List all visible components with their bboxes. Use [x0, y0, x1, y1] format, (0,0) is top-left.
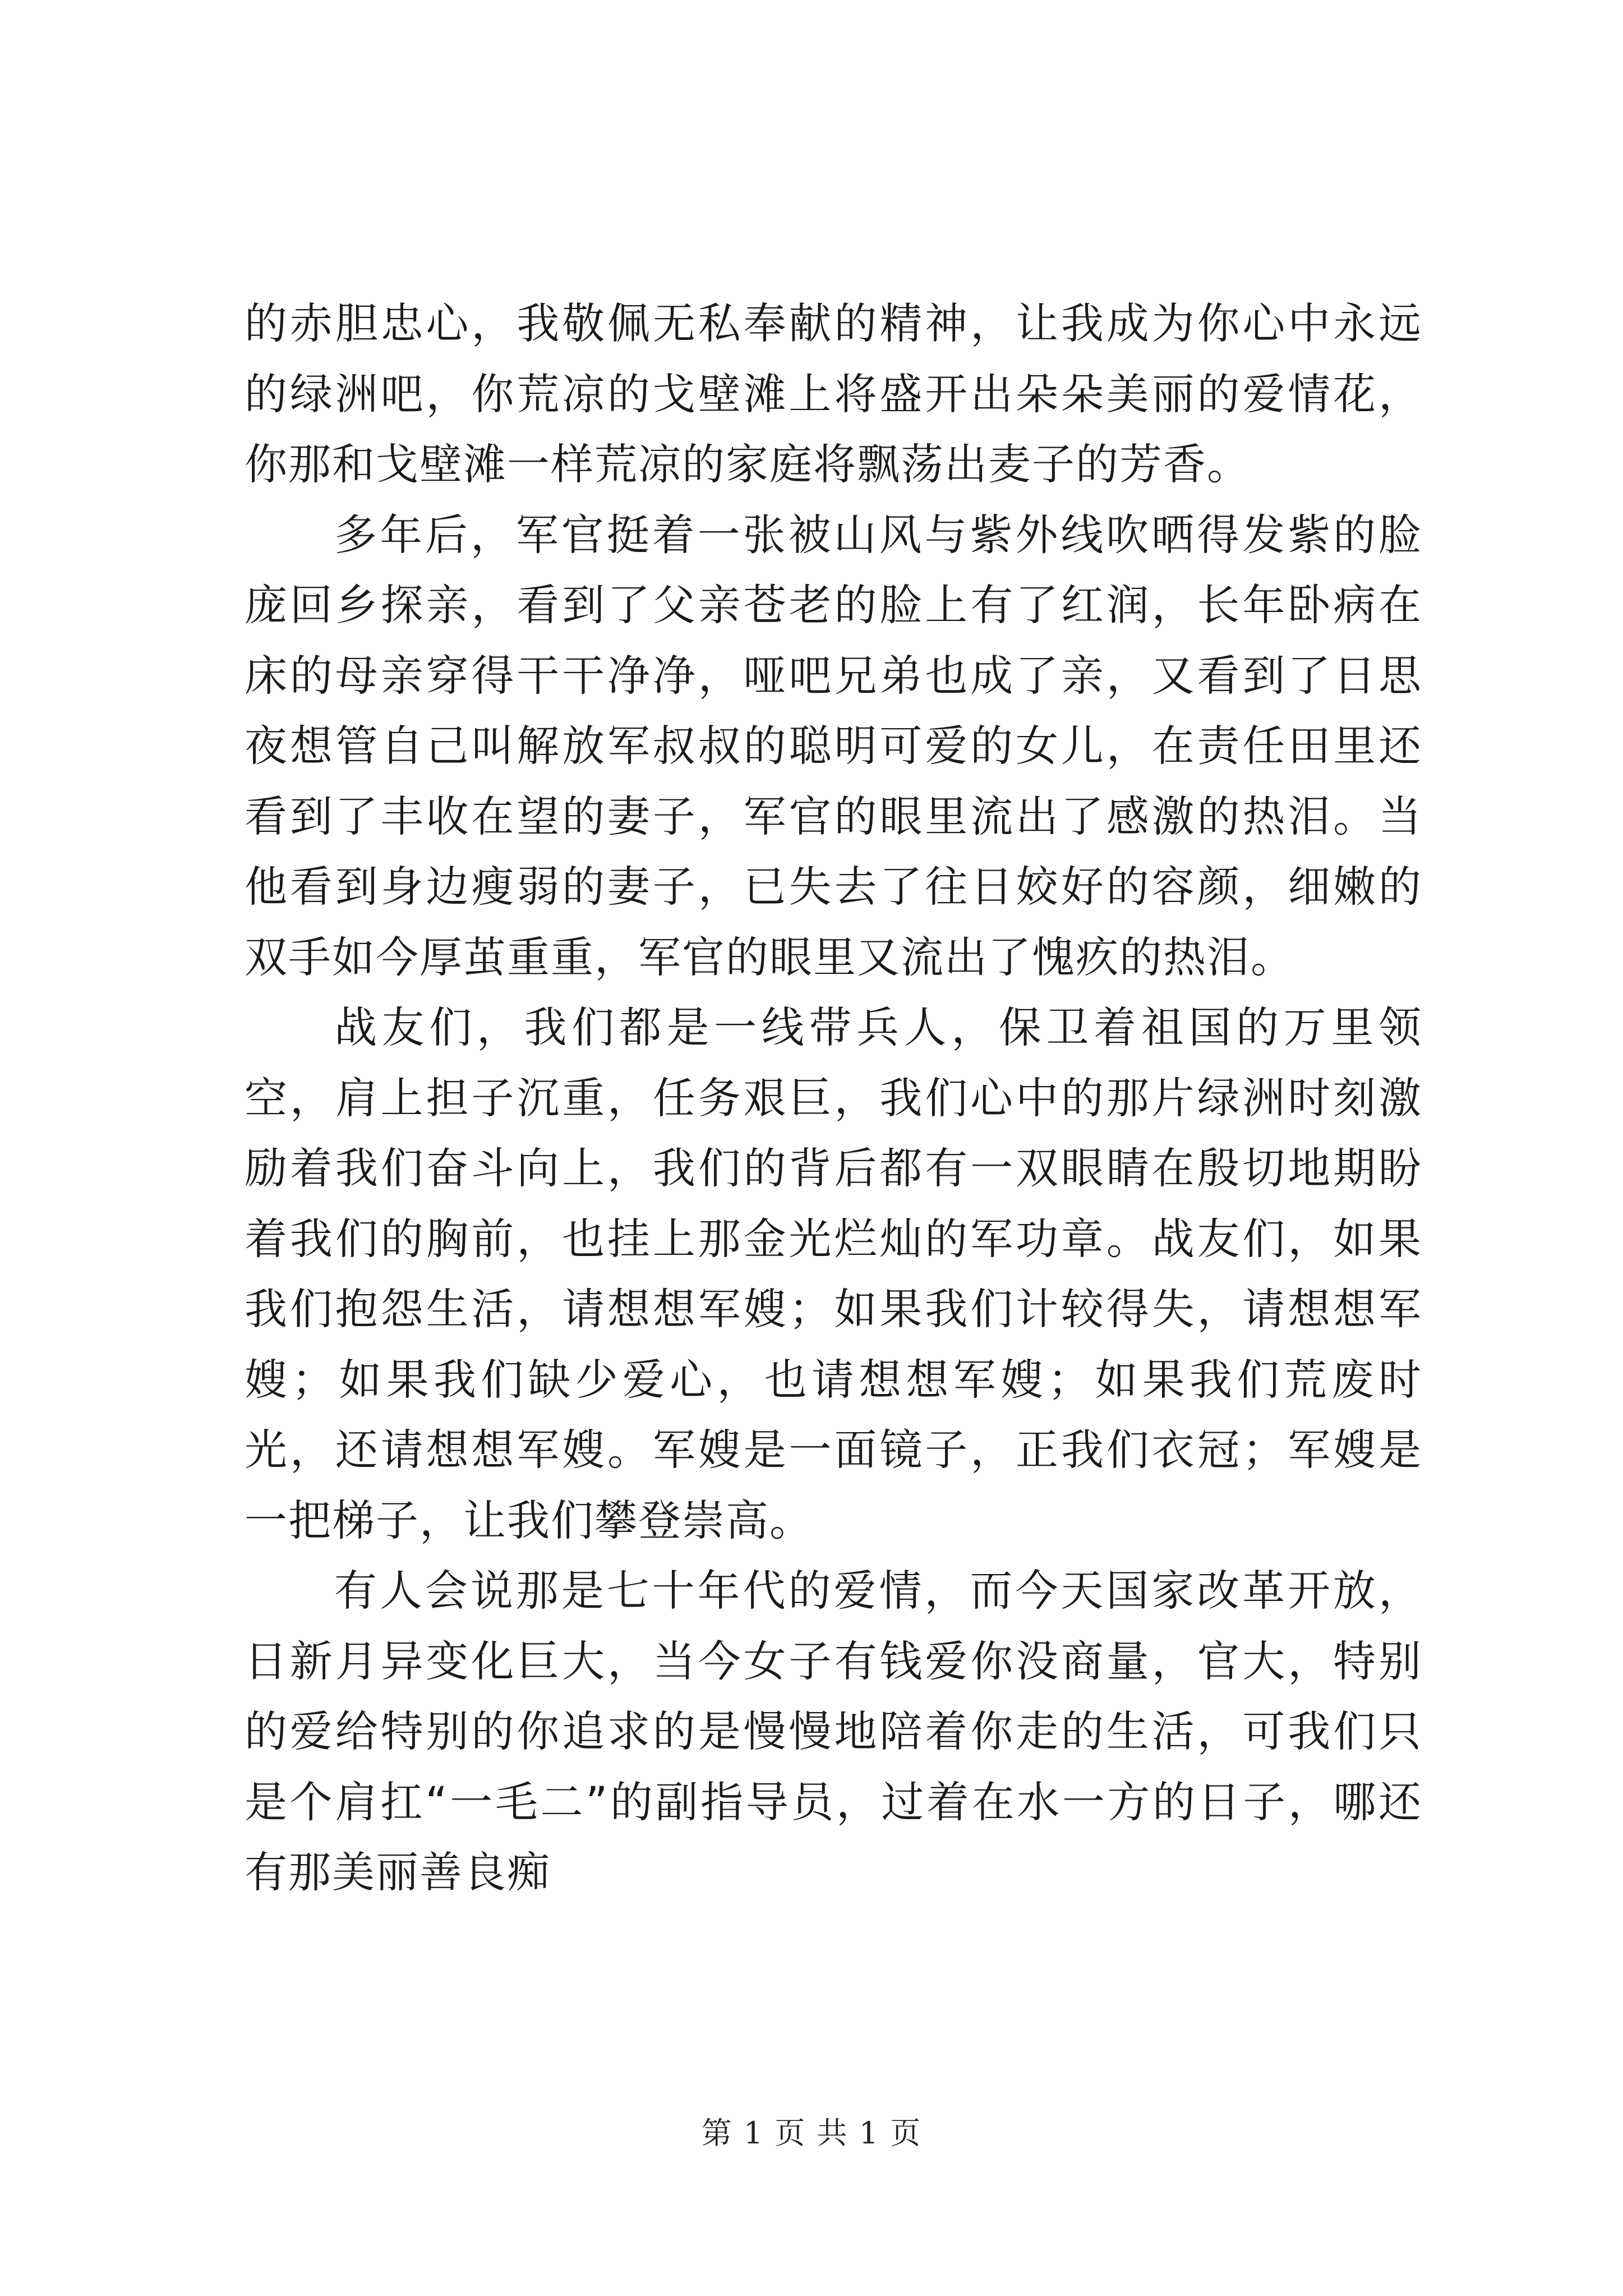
paragraph-4: 有人会说那是七十年代的爱情，而今天国家改革开放，日新月异变化巨大，当今女子有钱爱你没商量，官大，特别的爱给特别的你追求的是慢慢地陪着你走的生活，可我们只是个肩扛“一毛二”的副指导员，过着在水一方的日子，哪还有那美丽善良痴	[245, 1566, 1422, 1897]
paragraph-2: 多年后，军官挺着一张被山风与紫外线吹晒得发紫的脸庞回乡探亲，看到了父亲苍老的脸上有了红润，长年卧病在床的母亲穿得干干净净，哑吧兄弟也成了亲，又看到了日思夜想管自己叫解放军叔叔的聪明可爱的女儿，在责任田里还看到了丰收在望的妻子，军官的眼里流出了感激的热泪。当他看到身边瘦弱的妻子，已失去了往日姣好的容颜，细嫩的双手如今厚茧重重，军官的眼里又流出了愧疚的热泪。	[245, 509, 1422, 982]
paragraph-1: 的赤胆忠心，我敬佩无私奉献的精神，让我成为你心中永远的绿洲吧，你荒凉的戈壁滩上将盛开出朵朵美丽的爱情花，你那和戈壁滩一样荒凉的家庭将飘荡出麦子的芳香。	[245, 298, 1422, 489]
document-body	[245, 288, 1422, 1908]
paragraph-3: 战友们，我们都是一线带兵人，保卫着祖国的万里领空，肩上担子沉重，任务艰巨，我们心中的那片绿洲时刻激励着我们奋斗向上，我们的背后都有一双眼睛在殷切地期盼着我们的胸前，也挂上那金光烂灿的军功章。战友们，如果我们抱怨生活，请想想军嫂；如果我们计较得失，请想想军嫂；如果我们缺少爱心，也请想想军嫂；如果我们荒废时光，还请想想军嫂。军嫂是一面镜子，正我们衣冠；军嫂是一把梯子，让我们攀登崇高。	[245, 1002, 1422, 1545]
page-footer: 第 1 页 共 1 页	[701, 2115, 922, 2151]
